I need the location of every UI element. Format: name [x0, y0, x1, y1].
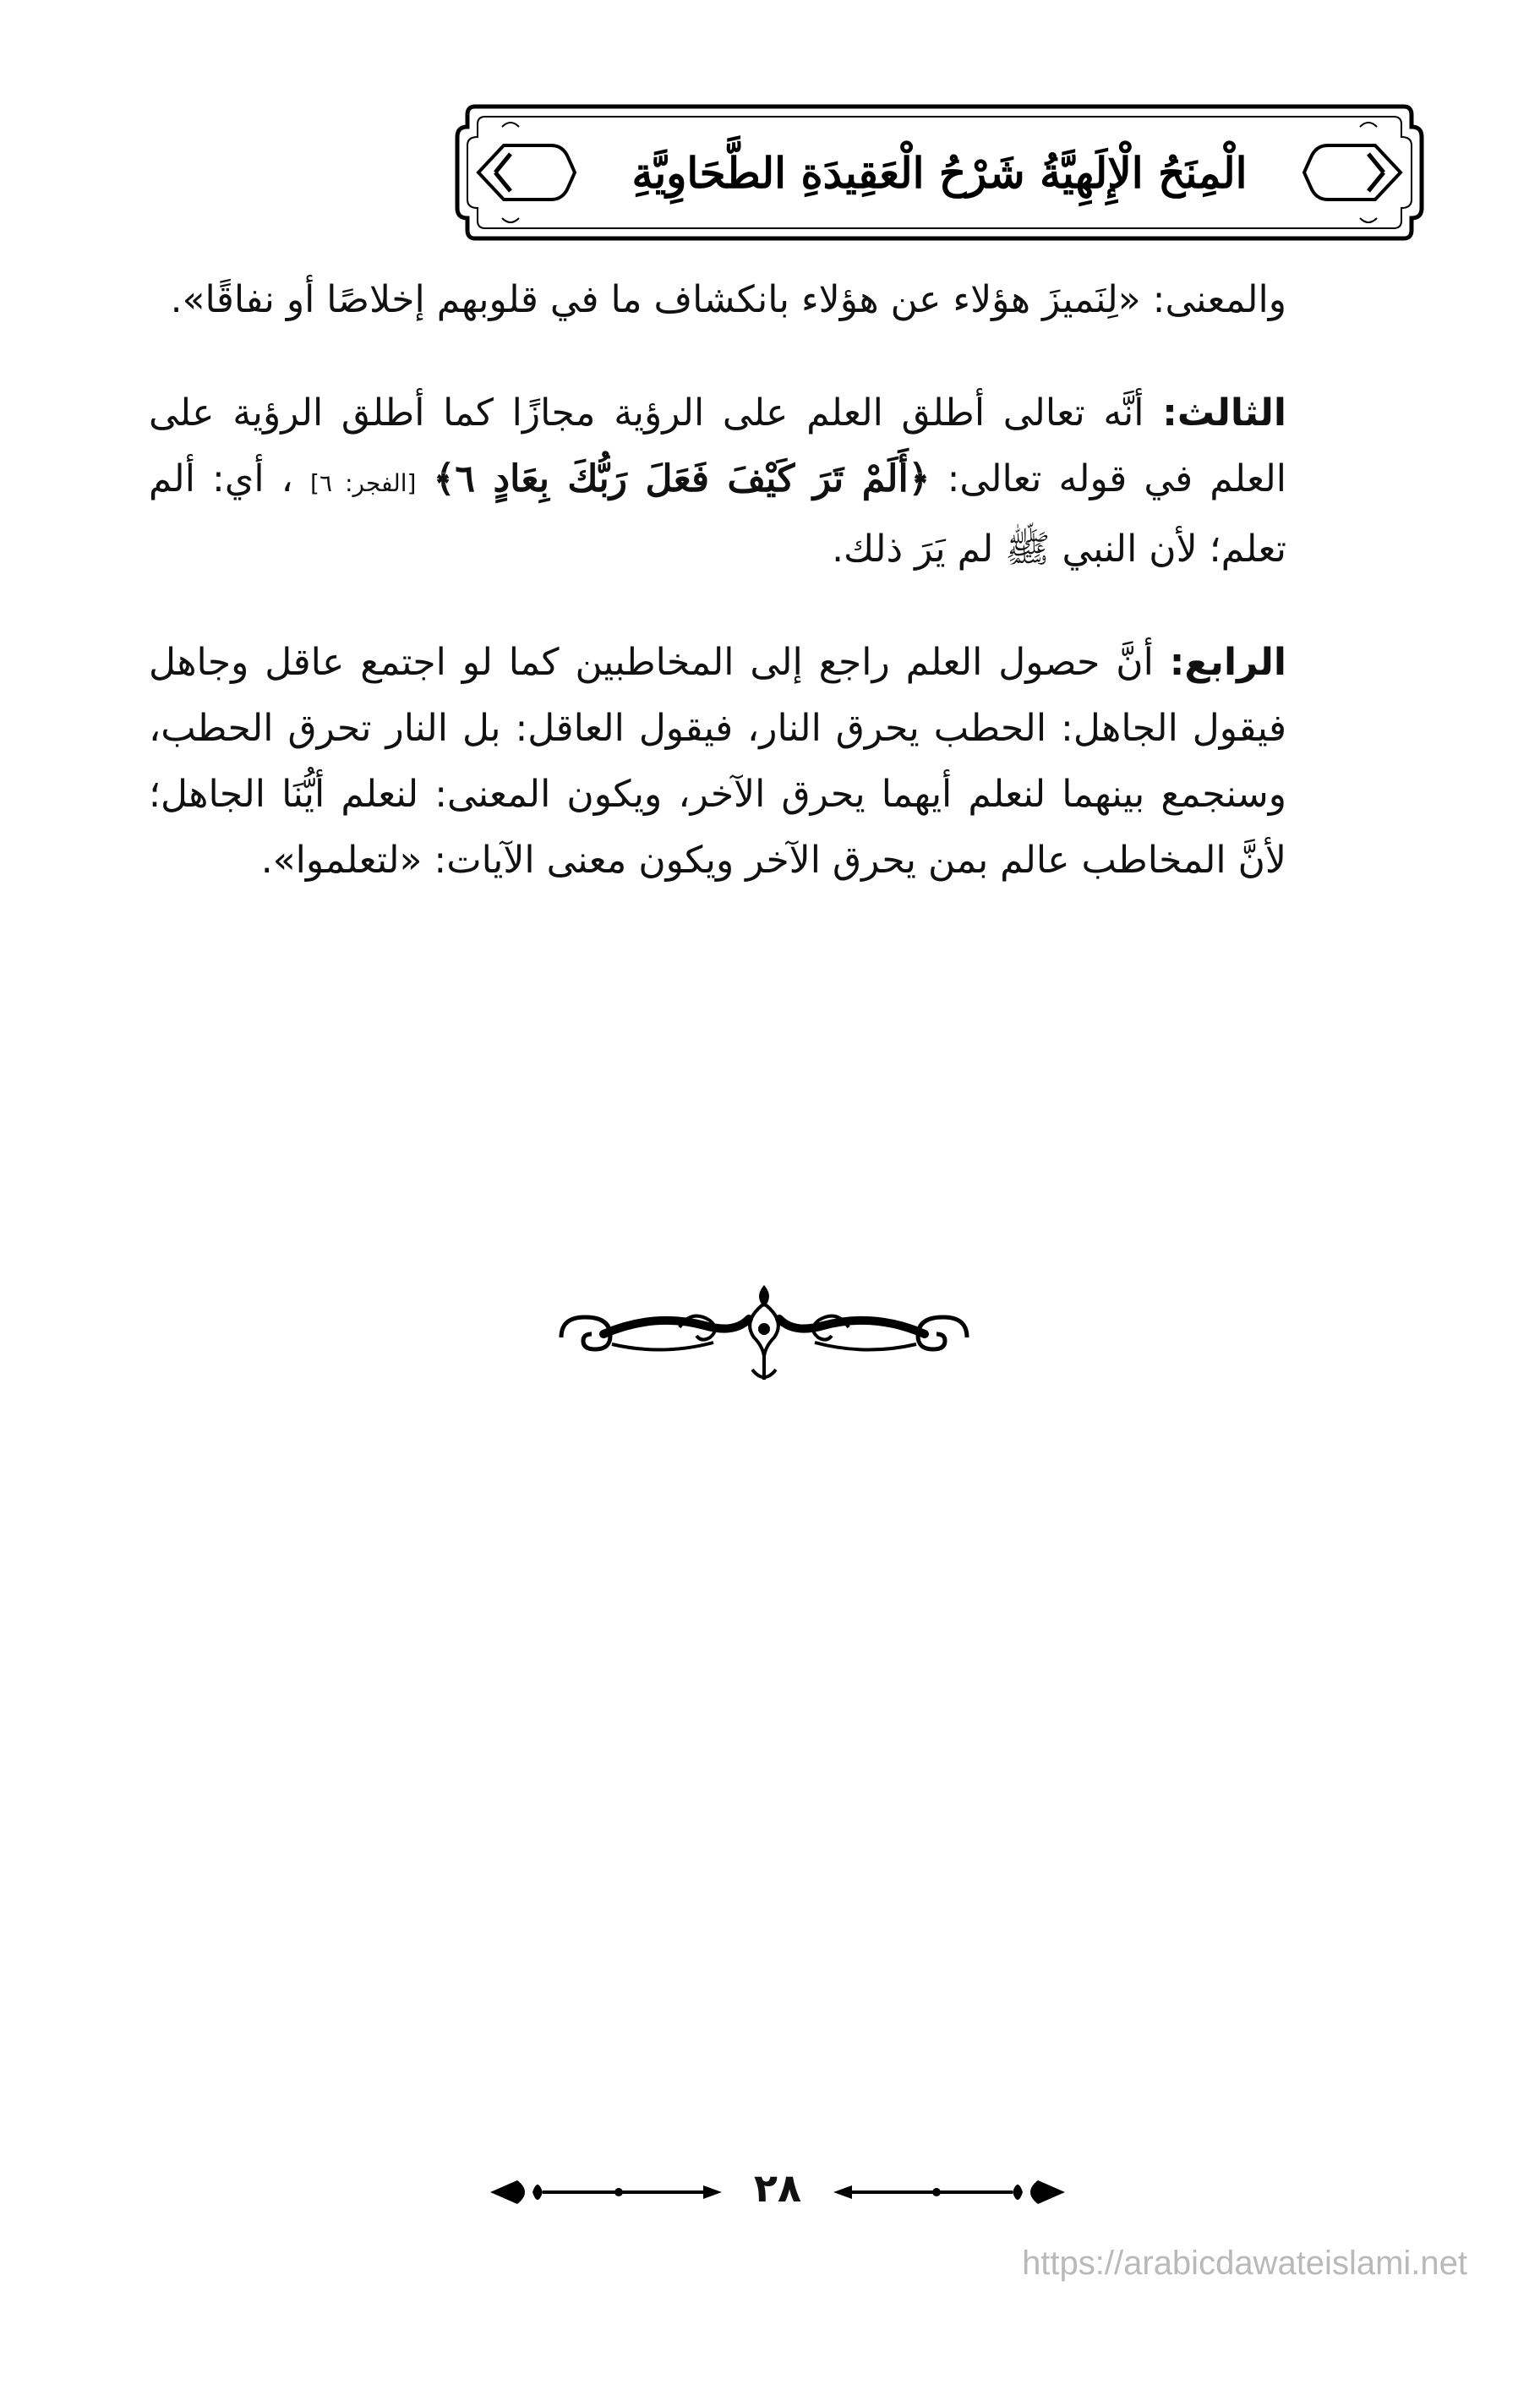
page-header [451, 101, 1428, 243]
paragraph-lead: الثالث: [1162, 391, 1286, 435]
page-number: ٢٨ [753, 2165, 802, 2211]
paragraph-lead: الرابع: [1169, 641, 1286, 684]
paragraph-text: ، أي: ألم تعلم؛ لأن النبي ﷺ لم يَرَ ذلك. [149, 457, 1286, 571]
paragraph-third [149, 380, 1286, 582]
left-badge-ornament [478, 145, 575, 200]
divider-ornament [553, 1278, 975, 1388]
paragraph-meaning [149, 267, 1286, 333]
right-badge-ornament [1304, 145, 1401, 200]
verse-reference: [الفجر: ٦] [310, 469, 417, 497]
paragraph-text: أنَّه تعالى أطلق العلم على الرؤية مجازًا كما أطلق الرؤية على العلم في قوله تعالى: [149, 391, 1286, 500]
book-title: الْمِنَحُ الْإِلَهِيَّةُ شَرْحُ الْعَقِيدَةِ الطَّحَاوِيَّةِ [631, 147, 1248, 198]
source-url-watermark: https://arabicdawateislami.net [1022, 2245, 1467, 2282]
paragraph-text: أنَّ حصول العلم راجع إلى المخاطبين كما لو اجتمع عاقل وجاهل فيقول الجاهل: الحطب يحرق النار، فيقول العاقل: بل النار تحرق الحطب، وسنجمع بينهما لنعلم أيهما يحرق الآخر، ويكون المعنى: لنعلم أيُّنَا الجاهل؛ لأنَّ المخاطب عالم بمن يحرق الآخر ويكون معنى الآيات: «لتعلموا». [149, 641, 1286, 882]
flourish-icon [553, 1278, 975, 1388]
paragraph-fourth [149, 630, 1286, 894]
page-footer [482, 2158, 1073, 2226]
paragraph-text: والمعنى: «لِنَميزَ هؤلاء عن هؤلاء بانكشاف ما في قلوبهم إخلاصًا أو نفاقًا». [170, 278, 1286, 321]
main-text [149, 267, 1286, 941]
quran-verse: ﴿أَلَمْ تَرَ كَيْفَ فَعَلَ رَبُّكَ بِعَادٍ ٦﴾ [433, 457, 931, 500]
